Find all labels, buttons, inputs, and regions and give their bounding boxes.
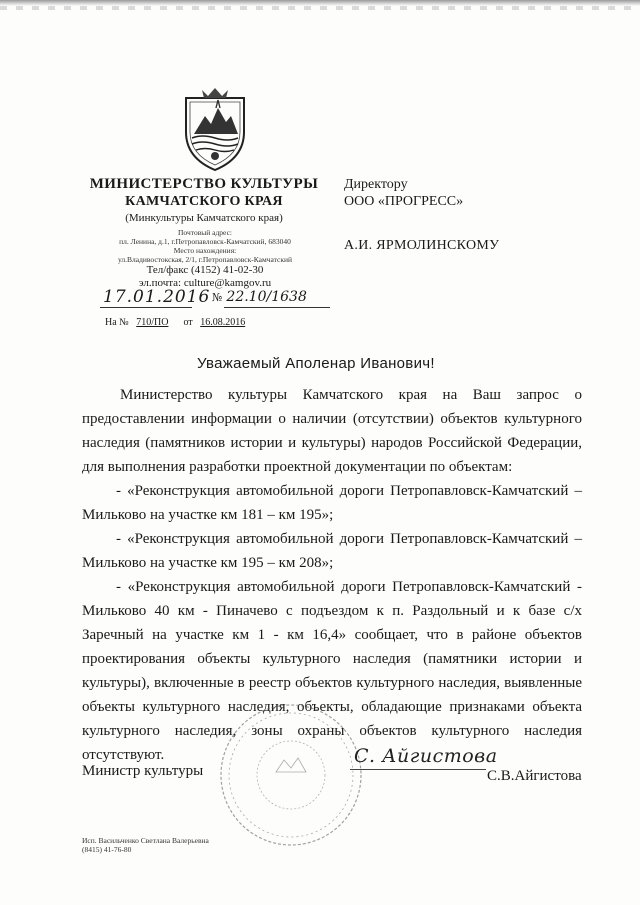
- outgoing-number: 22.10/1638: [226, 289, 307, 305]
- location-label: Место нахождения:: [173, 246, 237, 255]
- reference-prefix: На №: [105, 317, 129, 328]
- body-intro: Министерство культуры Камчатского края на Ваш запрос о предоставлении информации о наличии (отсутствии) объектов культурного наследия (памятников истории и культуры) народов Российской Федерации, для выполнения разработки проектной документации по объектам:: [82, 387, 582, 475]
- reference-date: 16.08.2016: [200, 317, 246, 328]
- executor-phone: (8415) 41-76-80: [82, 845, 132, 854]
- handwritten-signature: С. Айгистова: [354, 745, 498, 767]
- ministry-header: [84, 176, 324, 224]
- greeting: Уважаемый Аполенар Иванович!: [197, 355, 435, 372]
- signatory-name: С.В.Айгистова: [487, 768, 582, 784]
- body-item-1: - «Реконструкция автомобильной дороги Петропавловск-Камчатский – Мильково на участке км 181 – км 195»;: [82, 483, 582, 523]
- reference-line: [105, 317, 245, 328]
- recipient-position: Директору: [344, 177, 408, 192]
- ministry-address: [60, 228, 350, 290]
- date-underline: [100, 307, 192, 308]
- email: эл.почта: culture@kamgov.ru: [138, 277, 272, 289]
- coat-of-arms-icon: [178, 86, 252, 172]
- body-item-3: - «Реконструкция автомобильной дороги Петропавловск-Камчатский - Мильково 40 км - Пиначево с подъездом к п. Раздольный и к базе с/х Заречный на участке км 1 - км 16,4» сообщает, что в районе объектов проектирования объекты культурного наследия (памятники истории и культуры), включенные в реестр объектов культурного наследия, выявленные объекты культурного наследия, объекты, обладающие признаками объекта культурного наследия, зоны охраны объектов культурного наследия отсутствуют.: [82, 579, 582, 763]
- executor-name: Исп. Васильченко Светлана Валерьевна: [82, 836, 209, 845]
- ministry-title: МИНИСТЕРСТВО КУЛЬТУРЫ: [89, 176, 319, 192]
- executor-info: [82, 836, 209, 854]
- outgoing-date: 17.01.2016: [103, 287, 211, 307]
- signatory-position: Министр культуры: [82, 763, 204, 779]
- number-underline: [224, 307, 330, 308]
- ministry-short-name: (Минкультуры Камчатского края): [125, 212, 283, 224]
- reference-from: от: [183, 317, 193, 328]
- body-item-2: - «Реконструкция автомобильной дороги Петропавловск-Камчатский – Мильково на участке км 195 – км 208»;: [82, 531, 582, 571]
- recipient-company: ООО «ПРОГРЕСС»: [344, 194, 464, 209]
- postal-label: Почтовый адрес:: [178, 228, 232, 237]
- official-seal-icon: [216, 700, 366, 850]
- phone-fax: Тел/факс (4152) 41-02-30: [146, 264, 264, 276]
- scan-edge-noise: [0, 6, 640, 10]
- recipient-block: [344, 176, 463, 210]
- ministry-region: КАМЧАТСКОГО КРАЯ: [125, 194, 283, 209]
- outgoing-number-field: [212, 289, 307, 305]
- recipient-name: А.И. ЯРМОЛИНСКОМУ: [344, 238, 500, 253]
- number-sign: №: [212, 291, 223, 304]
- reference-number: 710/ПО: [136, 317, 169, 328]
- postal-address: пл. Ленина, д.1, г.Петропавловск-Камчатский, 683040: [119, 237, 291, 246]
- location-address: ул.Владивостокская, 2/1, г.Петропавловск-Камчатский: [117, 255, 293, 264]
- signature-stroke: [350, 769, 486, 770]
